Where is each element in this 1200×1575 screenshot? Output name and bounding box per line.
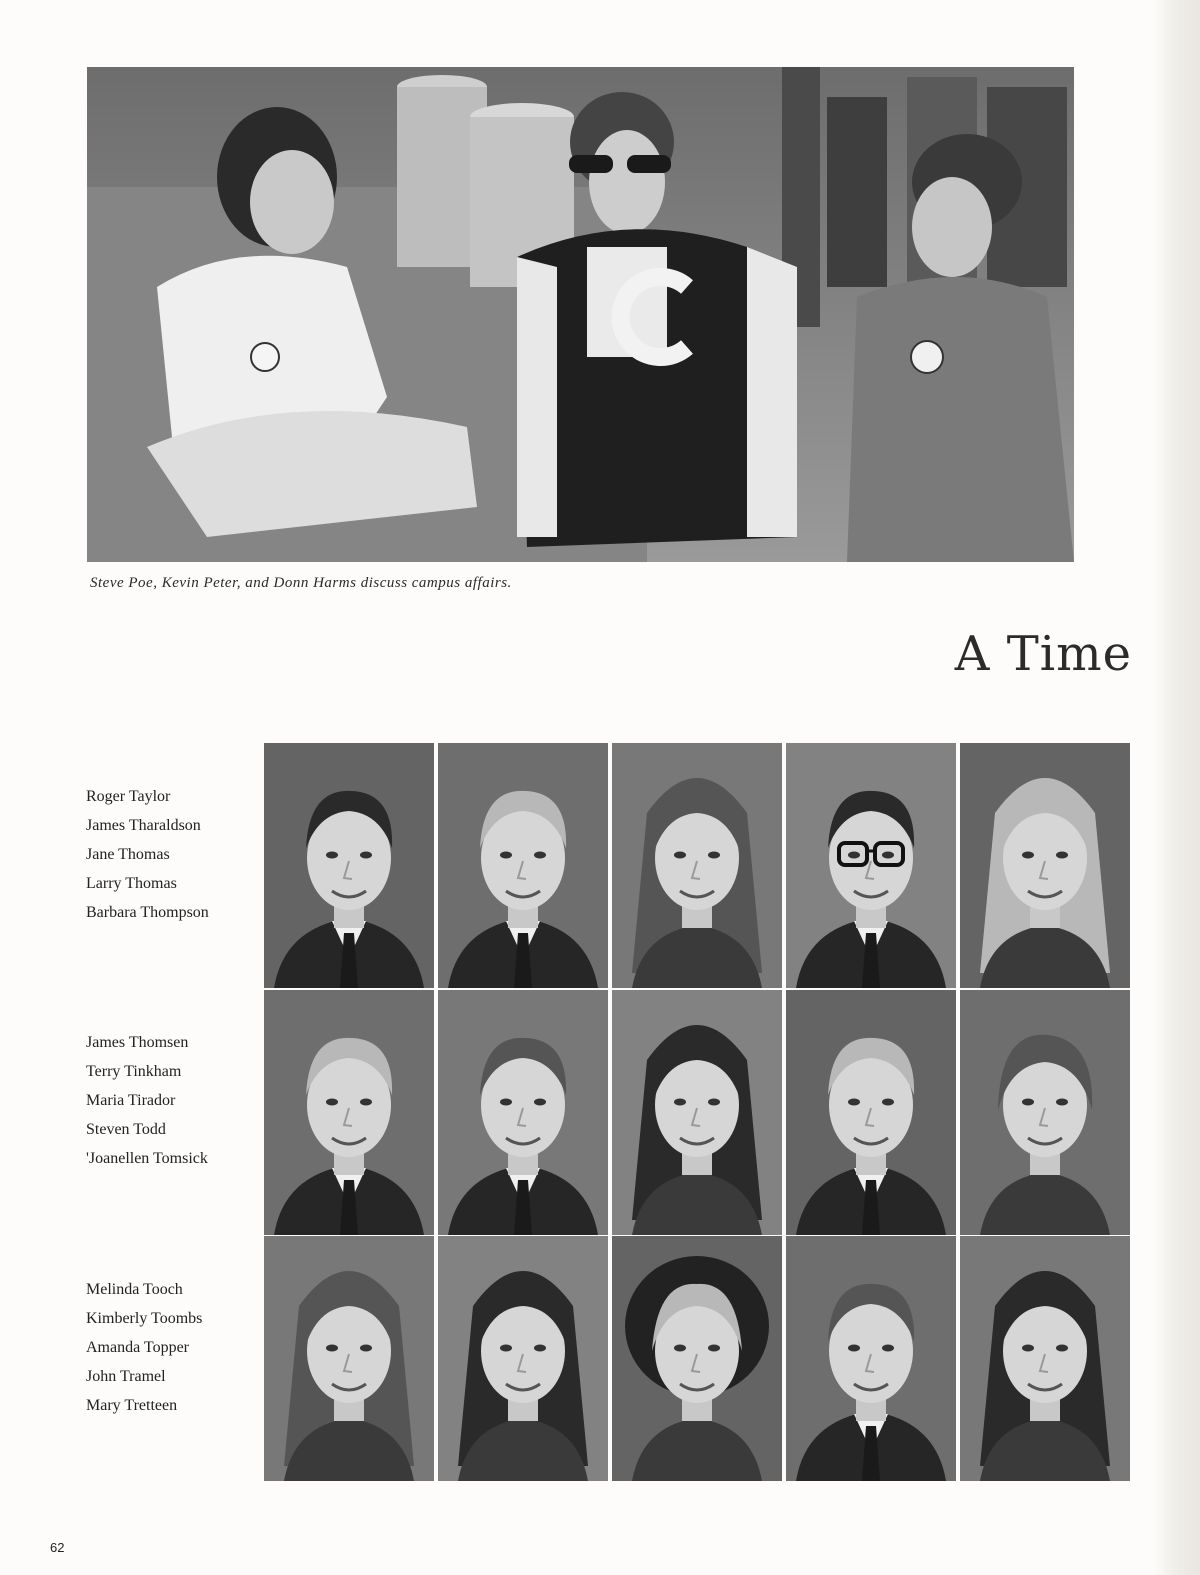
page-edge-shadow	[1154, 0, 1200, 1575]
student-name: James Thomsen	[86, 1034, 189, 1051]
student-portrait	[786, 1236, 956, 1481]
student-name: Melinda Tooch	[86, 1281, 183, 1298]
name-list-row-1	[86, 782, 261, 927]
student-name: Terry Tinkham	[86, 1063, 182, 1080]
student-name: Larry Thomas	[86, 875, 177, 892]
student-portrait	[438, 990, 608, 1235]
student-name: Mary Tretteen	[86, 1397, 178, 1414]
student-portrait	[612, 990, 782, 1235]
student-name: John Tramel	[86, 1368, 166, 1385]
student-portrait	[264, 990, 434, 1235]
student-portrait	[960, 1236, 1130, 1481]
student-name: Barbara Thompson	[86, 904, 209, 921]
student-name: Kimberly Toombs	[86, 1310, 203, 1327]
student-portrait	[612, 743, 782, 988]
student-name: Amanda Topper	[86, 1339, 189, 1356]
student-name: 'Joanellen Tomsick	[86, 1150, 208, 1167]
student-portrait	[438, 743, 608, 988]
student-portrait	[612, 1236, 782, 1481]
student-portrait	[960, 743, 1130, 988]
student-portrait	[960, 990, 1130, 1235]
student-portrait	[264, 1236, 434, 1481]
name-list-row-3	[86, 1275, 261, 1420]
student-name: Maria Tirador	[86, 1092, 176, 1109]
name-list-row-2	[86, 1028, 261, 1173]
page-number: 62	[50, 1540, 65, 1555]
student-portrait	[264, 743, 434, 988]
student-name: Jane Thomas	[86, 846, 170, 863]
student-portrait	[438, 1236, 608, 1481]
student-portrait	[786, 743, 956, 988]
student-portrait	[786, 990, 956, 1235]
photo-caption: Steve Poe, Kevin Peter, and Donn Harms discuss campus affairs.	[90, 575, 512, 591]
page-headline: A Time	[954, 626, 1132, 682]
group-photo	[87, 67, 1074, 562]
student-name: James Tharaldson	[86, 817, 201, 834]
student-name: Steven Todd	[86, 1121, 166, 1138]
student-name: Roger Taylor	[86, 788, 171, 805]
